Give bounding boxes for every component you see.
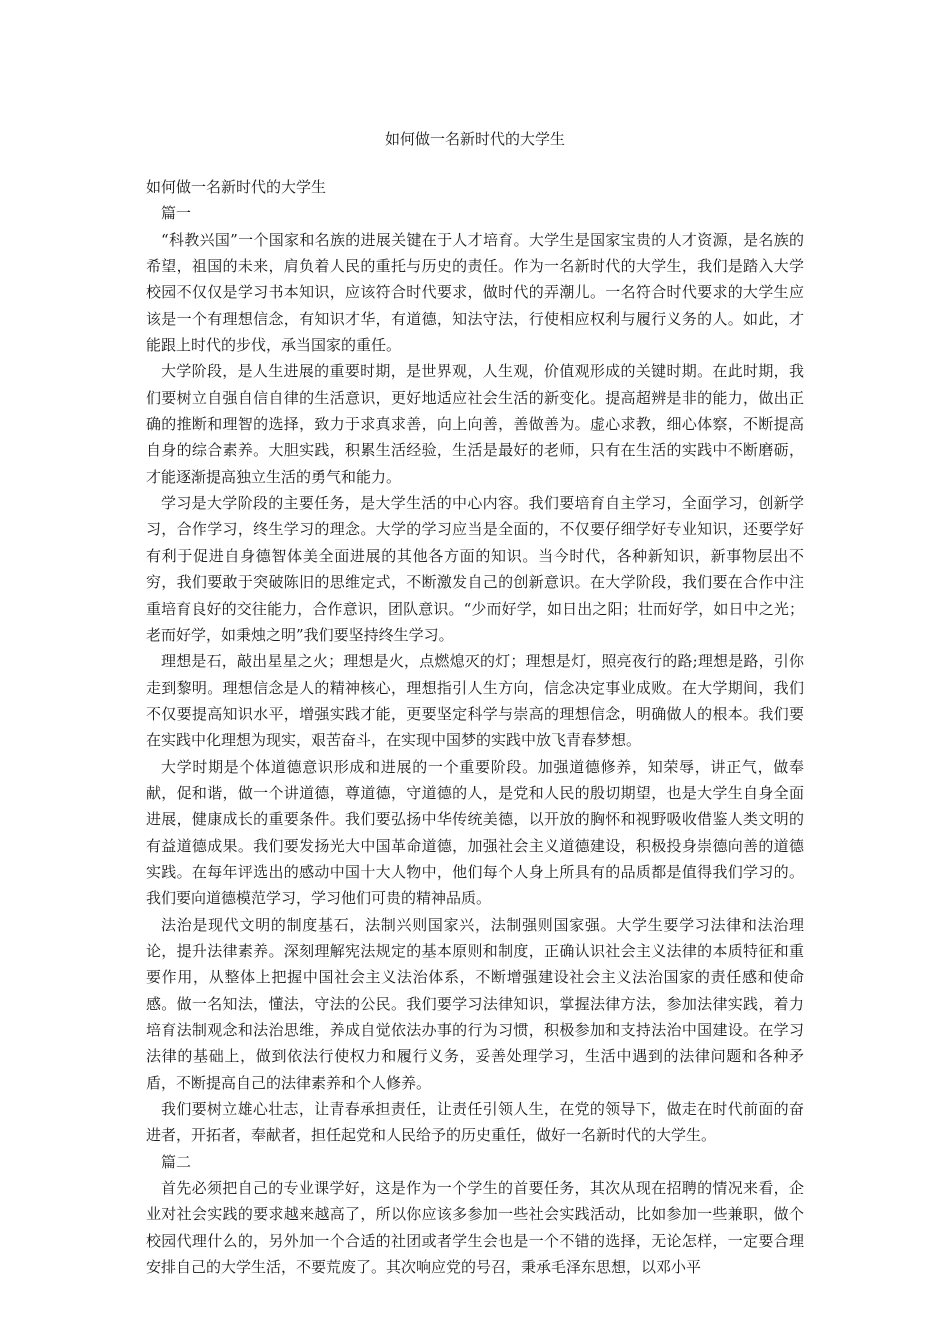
paragraph: 我们要树立雄心壮志，让青春承担责任，让责任引领人生，在党的领导下，做走在时代前面的奋进者，开拓者，奉献者，担任起党和人民给予的历史重任，做好一名新时代的大学生。 bbox=[146, 1100, 804, 1145]
document-body bbox=[146, 174, 804, 1280]
paragraph: 理想是石，敲出星星之火；理想是火，点燃熄灭的灯；理想是灯，照亮夜行的路;理想是路，引你走到黎明。理想信念是人的精神核心，理想指引人生方向，信念决定事业成败。在大学期间，我们不仅要提高知识水平，增强实践才能，更要坚定科学与崇高的理想信念，明确做人的根本。我们要在实践中化理想为现实，艰苦奋斗，在实现中国梦的实践中放飞青春梦想。 bbox=[146, 652, 804, 750]
section-heading-2: 篇二 bbox=[161, 1152, 192, 1171]
document-subtitle: 如何做一名新时代的大学生 bbox=[146, 178, 327, 196]
paragraph: 法治是现代文明的制度基石，法制兴则国家兴，法制强则国家强。大学生要学习法律和法治理论，提升法律素养。深刻理解宪法规定的基本原则和制度，正确认识社会主义法律的本质特征和重要作用，从整体上把握中国社会主义法治体系，不断增强建设社会主义法治国家的责任感和使命感。做一名知法，懂法，守法的公民。我们要学习法律知识，掌握法律方法，参加法律实践，着力培育法制观念和法治思维，养成自觉依法办事的行为习惯，积极参加和支持法治中国建设。在学习法律的基础上，做到依法行使权力和履行义务，妥善处理学习，生活中遇到的法律问题和各种矛盾，不断提高自己的法律素养和个人修养。 bbox=[146, 915, 804, 1092]
paragraph: 大学阶段，是人生进展的重要时期，是世界观，人生观，价值观形成的关键时期。在此时期，我们要树立自强自信自律的生活意识，更好地适应社会生活的新变化。提高超辨是非的能力，做出正确的推断和理智的选择，致力于求真求善，向上向善，善做善为。虚心求教，细心体察，不断提高自身的综合素养。大胆实践，积累生活经验，生活是最好的老师，只有在生活的实践中不断磨砺，才能逐渐提高独立生活的勇气和能力。 bbox=[146, 362, 804, 486]
paragraph: 首先必须把自己的专业课学好，这是作为一个学生的首要任务，其次从现在招聘的情况来看，企业对社会实践的要求越来越高了，所以你应该多参加一些社会实践活动，比如参加一些兼职，做个校园代理什么的，另外加一个合适的社团或者学生会也是一个不错的选择，无论怎样，一定要合理安排自己的大学生活，不要荒废了。其次响应党的号召，秉承毛泽东思想，以邓小平 bbox=[146, 1179, 804, 1277]
section-heading-1: 篇一 bbox=[161, 204, 192, 223]
paragraph: 学习是大学阶段的主要任务，是大学生活的中心内容。我们要培育自主学习，全面学习，创新学习，合作学习，终生学习的理念。大学的学习应当是全面的，不仅要仔细学好专业知识，还要学好有利于促进自身德智体美全面进展的其他各方面的知识。当今时代，各种新知识，新事物层出不穷，我们要敢于突破陈旧的思维定式，不断激发自己的创新意识。在大学阶段，我们要在合作中注重培育良好的交往能力，合作意识，团队意识。“少而好学，如日出之阳；壮而好学，如日中之光；老而好学，如秉烛之明”我们要坚持终生学习。 bbox=[146, 494, 804, 644]
paragraph: “科教兴国”一个国家和名族的进展关键在于人才培育。大学生是国家宝贵的人才资源，是名族的希望，祖国的未来，肩负着人民的重托与历史的责任。作为一名新时代的大学生，我们是踏入大学校园不仅仅是学习书本知识，应该符合时代要求，做时代的弄潮儿。一名符合时代要求的大学生应该是一个有理想信念，有知识才华，有道德，知法守法，行使相应权利与履行义务的人。如此，才能跟上时代的步伐，承当国家的重任。 bbox=[146, 230, 804, 355]
paragraph: 大学时期是个体道德意识形成和进展的一个重要阶段。加强道德修养，知荣辱，讲正气，做奉献，促和谐，做一个讲道德，尊道德，守道德的人，是党和人民的殷切期望，也是大学生自身全面进展，健康成长的重要条件。我们要弘扬中华传统美德，以开放的胸怀和视野吸收借鉴人类文明的有益道德成果。我们要发扬光大中国革命道德，加强社会主义道德建设，积极投身崇德向善的道德实践。在每年评选出的感动中国十大人物中，他们每个人身上所具有的品质都是值得我们学习的。我们要向道德模范学习，学习他们可贵的精神品质。 bbox=[146, 757, 804, 908]
document-title: 如何做一名新时代的大学生 bbox=[384, 130, 565, 148]
